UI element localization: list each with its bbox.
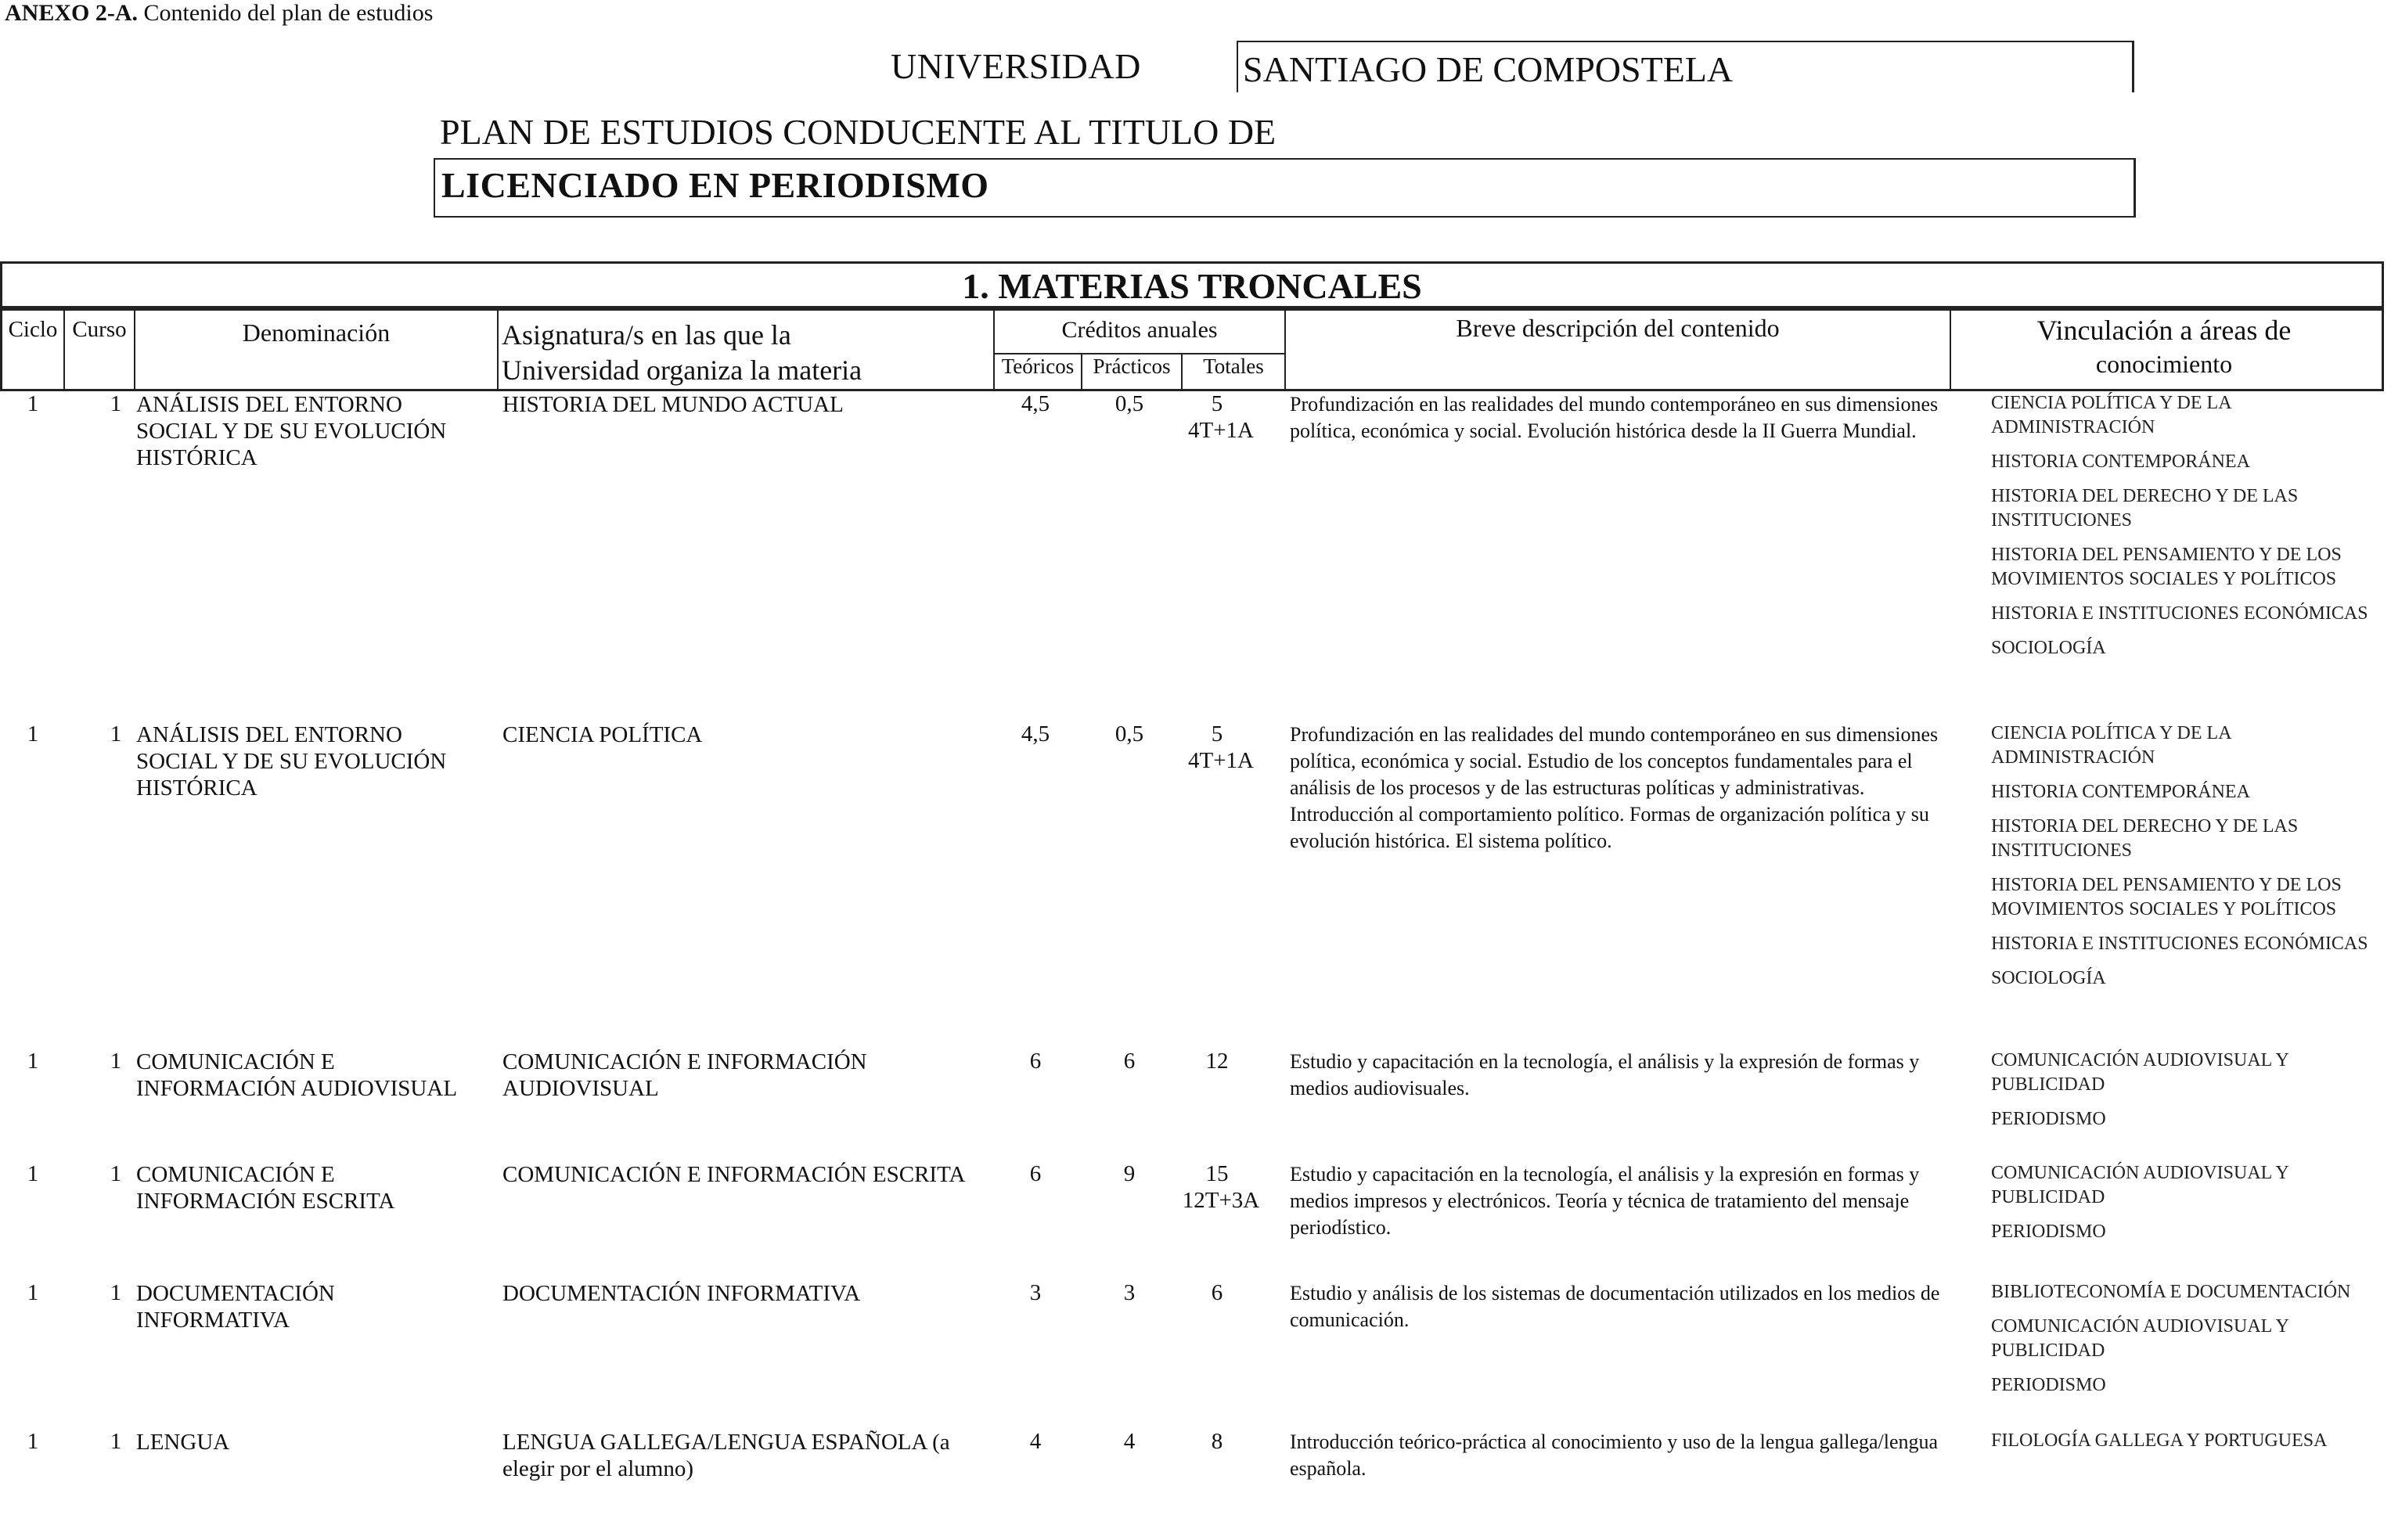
area-item: SOCIOLOGÍA bbox=[1991, 968, 2106, 988]
col-asignatura bbox=[499, 311, 995, 389]
col-practicos: Prácticos bbox=[1082, 353, 1183, 389]
col-ciclo-label: Ciclo bbox=[8, 317, 58, 342]
annex-heading bbox=[5, 0, 433, 27]
row-descripcion: Estudio y capacitación en la tecnología, el análisis y la expresión de formas y medios audiovisuales. bbox=[1290, 1050, 1920, 1099]
col-descripcion bbox=[1286, 311, 1951, 389]
row-areas bbox=[1991, 391, 2382, 671]
row-practicos: 4 bbox=[1123, 1429, 1136, 1454]
row-descripcion: Estudio y análisis de los sistemas de documentación utilizados en los medios de comunicación. bbox=[1290, 1282, 1940, 1331]
row-denominacion: DOCUMENTACIÓN INFORMATIVA bbox=[136, 1281, 335, 1333]
area-item: COMUNICACIÓN AUDIOVISUAL Y PUBLICIDAD bbox=[1991, 1316, 2288, 1361]
row-totales: 15 bbox=[1205, 1161, 1229, 1186]
area-item: HISTORIA E INSTITUCIONES ECONÓMICAS bbox=[1991, 603, 2368, 624]
row-areas bbox=[1991, 1049, 2382, 1142]
row-asignatura: COMUNICACIÓN E INFORMACIÓN AUDIOVISUAL bbox=[502, 1049, 867, 1101]
row-areas bbox=[1991, 1280, 2382, 1408]
row-practicos: 3 bbox=[1123, 1280, 1136, 1305]
row-asignatura: DOCUMENTACIÓN INFORMATIVA bbox=[502, 1281, 861, 1306]
row-curso: 1 bbox=[110, 721, 122, 747]
col-vinculacion-label-1: Vinculación a áreas de bbox=[2036, 315, 2292, 346]
row-descripcion: Introducción teórico-práctica al conocimiento y uso de la lengua gallega/lengua española. bbox=[1290, 1430, 1939, 1480]
area-item: PERIODISMO bbox=[1991, 1222, 2106, 1242]
row-denominacion: LENGUA bbox=[136, 1430, 230, 1455]
area-item: CIENCIA POLÍTICA Y DE LA ADMINISTRACIÓN bbox=[1991, 723, 2231, 768]
row-teoricos: 6 bbox=[1029, 1049, 1042, 1074]
section-banner bbox=[0, 261, 2384, 308]
row-totales: 5 bbox=[1211, 721, 1223, 747]
col-vinculacion bbox=[1951, 311, 2377, 389]
col-teoricos: Teóricos bbox=[995, 353, 1082, 389]
col-creditos-label: Créditos anuales bbox=[1061, 317, 1218, 343]
row-totales-note: 4T+1A bbox=[1187, 418, 1254, 443]
area-item: HISTORIA DEL DERECHO Y DE LAS INSTITUCIONES bbox=[1991, 486, 2299, 531]
annex-code: ANEXO 2-A. bbox=[5, 0, 138, 26]
row-areas bbox=[1991, 1429, 2382, 1463]
row-totales: 12 bbox=[1205, 1049, 1229, 1074]
row-ciclo: 1 bbox=[27, 1429, 39, 1454]
university-box bbox=[1237, 41, 2134, 92]
col-denominacion bbox=[135, 311, 499, 389]
col-asignatura-label-1: Asignatura/s en las que la bbox=[502, 319, 791, 351]
row-totales: 8 bbox=[1211, 1429, 1223, 1454]
row-denominacion: ANÁLISIS DEL ENTORNO SOCIAL Y DE SU EVOLUCIÓN HISTÓRICA bbox=[136, 392, 447, 470]
row-denominacion: COMUNICACIÓN E INFORMACIÓN ESCRITA bbox=[136, 1162, 395, 1214]
row-totales: 5 bbox=[1211, 391, 1223, 416]
row-ciclo: 1 bbox=[27, 391, 39, 416]
row-asignatura: HISTORIA DEL MUNDO ACTUAL bbox=[502, 392, 844, 417]
col-descripcion-label: Breve descripción del contenido bbox=[1456, 314, 1780, 342]
table-header bbox=[0, 308, 2384, 391]
area-item: HISTORIA DEL PENSAMIENTO Y DE LOS MOVIMIENTOS SOCIALES Y POLÍTICOS bbox=[1991, 545, 2342, 589]
university-name: SANTIAGO DE COMPOSTELA bbox=[1243, 49, 1734, 89]
area-item: FILOLOGÍA GALLEGA Y PORTUGUESA bbox=[1991, 1430, 2328, 1451]
row-teoricos: 4,5 bbox=[1021, 391, 1050, 416]
row-ciclo: 1 bbox=[27, 1161, 39, 1186]
row-asignatura: COMUNICACIÓN E INFORMACIÓN ESCRITA bbox=[502, 1162, 966, 1187]
col-curso-label: Curso bbox=[72, 317, 127, 342]
row-teoricos: 6 bbox=[1029, 1161, 1042, 1186]
degree-title: LICENCIADO EN PERIODISMO bbox=[441, 165, 989, 205]
area-item: PERIODISMO bbox=[1991, 1375, 2106, 1395]
row-curso: 1 bbox=[110, 1161, 122, 1186]
row-descripcion: Profundización en las realidades del mundo contemporáneo en sus dimensiones política, económica y social. Estudio de los conceptos fundamentales para el análisis de los procesos y de las estructuras políticas y administrativas. Introducción al comportamiento político. Formas de organización política y su evolución histórica. El sistema político. bbox=[1290, 723, 1939, 852]
row-denominacion: COMUNICACIÓN E INFORMACIÓN AUDIOVISUAL bbox=[136, 1049, 458, 1101]
annex-text: Contenido del plan de estudios bbox=[143, 0, 434, 26]
row-ciclo: 1 bbox=[27, 721, 39, 747]
col-vinculacion-label-2: conocimiento bbox=[2095, 350, 2233, 378]
row-practicos: 0,5 bbox=[1114, 391, 1144, 416]
area-item: HISTORIA DEL PENSAMIENTO Y DE LOS MOVIMIENTOS SOCIALES Y POLÍTICOS bbox=[1991, 875, 2342, 919]
area-item: HISTORIA DEL DERECHO Y DE LAS INSTITUCIONES bbox=[1991, 816, 2299, 861]
area-item: COMUNICACIÓN AUDIOVISUAL Y PUBLICIDAD bbox=[1991, 1050, 2288, 1095]
col-totales: Totales bbox=[1183, 353, 1284, 389]
row-descripcion: Estudio y capacitación en la tecnología, el análisis y la expresión en formas y medios impresos y electrónicos. Teoría y técnica de tratamiento del mensaje periodístico. bbox=[1290, 1163, 1920, 1239]
area-item: HISTORIA E INSTITUCIONES ECONÓMICAS bbox=[1991, 934, 2368, 954]
row-areas bbox=[1991, 1161, 2382, 1254]
row-areas bbox=[1991, 721, 2382, 1001]
area-item: CIENCIA POLÍTICA Y DE LA ADMINISTRACIÓN bbox=[1991, 393, 2231, 437]
row-teoricos: 4 bbox=[1029, 1429, 1042, 1454]
row-totales-note: 12T+3A bbox=[1182, 1188, 1260, 1213]
col-curso bbox=[65, 311, 135, 389]
row-asignatura: LENGUA GALLEGA/LENGUA ESPAÑOLA (a elegir por el alumno) bbox=[502, 1430, 950, 1481]
area-item: BIBLIOTECONOMÍA E DOCUMENTACIÓN bbox=[1991, 1282, 2351, 1302]
row-teoricos: 3 bbox=[1029, 1280, 1042, 1305]
plan-label: PLAN DE ESTUDIOS CONDUCENTE AL TITULO DE bbox=[440, 112, 1277, 152]
row-totales: 6 bbox=[1211, 1280, 1223, 1305]
area-item: HISTORIA CONTEMPORÁNEA bbox=[1991, 452, 2250, 472]
col-asignatura-label-2: Universidad organiza la materia bbox=[502, 354, 862, 386]
row-curso: 1 bbox=[110, 1049, 122, 1074]
area-item: HISTORIA CONTEMPORÁNEA bbox=[1991, 782, 2250, 802]
row-practicos: 0,5 bbox=[1114, 721, 1144, 747]
row-descripcion: Profundización en las realidades del mundo contemporáneo en sus dimensiones política, económica y social. Evolución histórica desde la II Guerra Mundial. bbox=[1290, 393, 1939, 442]
col-creditos bbox=[995, 311, 1286, 389]
row-curso: 1 bbox=[110, 1429, 122, 1454]
row-denominacion: ANÁLISIS DEL ENTORNO SOCIAL Y DE SU EVOLUCIÓN HISTÓRICA bbox=[136, 722, 447, 801]
row-totales-note: 4T+1A bbox=[1187, 748, 1254, 773]
university-label: UNIVERSIDAD bbox=[891, 46, 1141, 86]
degree-box bbox=[434, 158, 2136, 218]
row-curso: 1 bbox=[110, 391, 122, 416]
row-asignatura: CIENCIA POLÍTICA bbox=[502, 722, 703, 747]
row-practicos: 6 bbox=[1123, 1049, 1136, 1074]
row-ciclo: 1 bbox=[27, 1049, 39, 1074]
col-ciclo bbox=[2, 311, 65, 389]
row-ciclo: 1 bbox=[27, 1280, 39, 1305]
row-teoricos: 4,5 bbox=[1021, 721, 1050, 747]
area-item: SOCIOLOGÍA bbox=[1991, 638, 2106, 658]
area-item: COMUNICACIÓN AUDIOVISUAL Y PUBLICIDAD bbox=[1991, 1163, 2288, 1207]
row-practicos: 9 bbox=[1123, 1161, 1136, 1186]
section-title: 1. MATERIAS TRONCALES bbox=[962, 266, 1422, 306]
area-item: PERIODISMO bbox=[1991, 1109, 2106, 1129]
col-denominacion-label: Denominación bbox=[242, 318, 391, 347]
row-curso: 1 bbox=[110, 1280, 122, 1305]
